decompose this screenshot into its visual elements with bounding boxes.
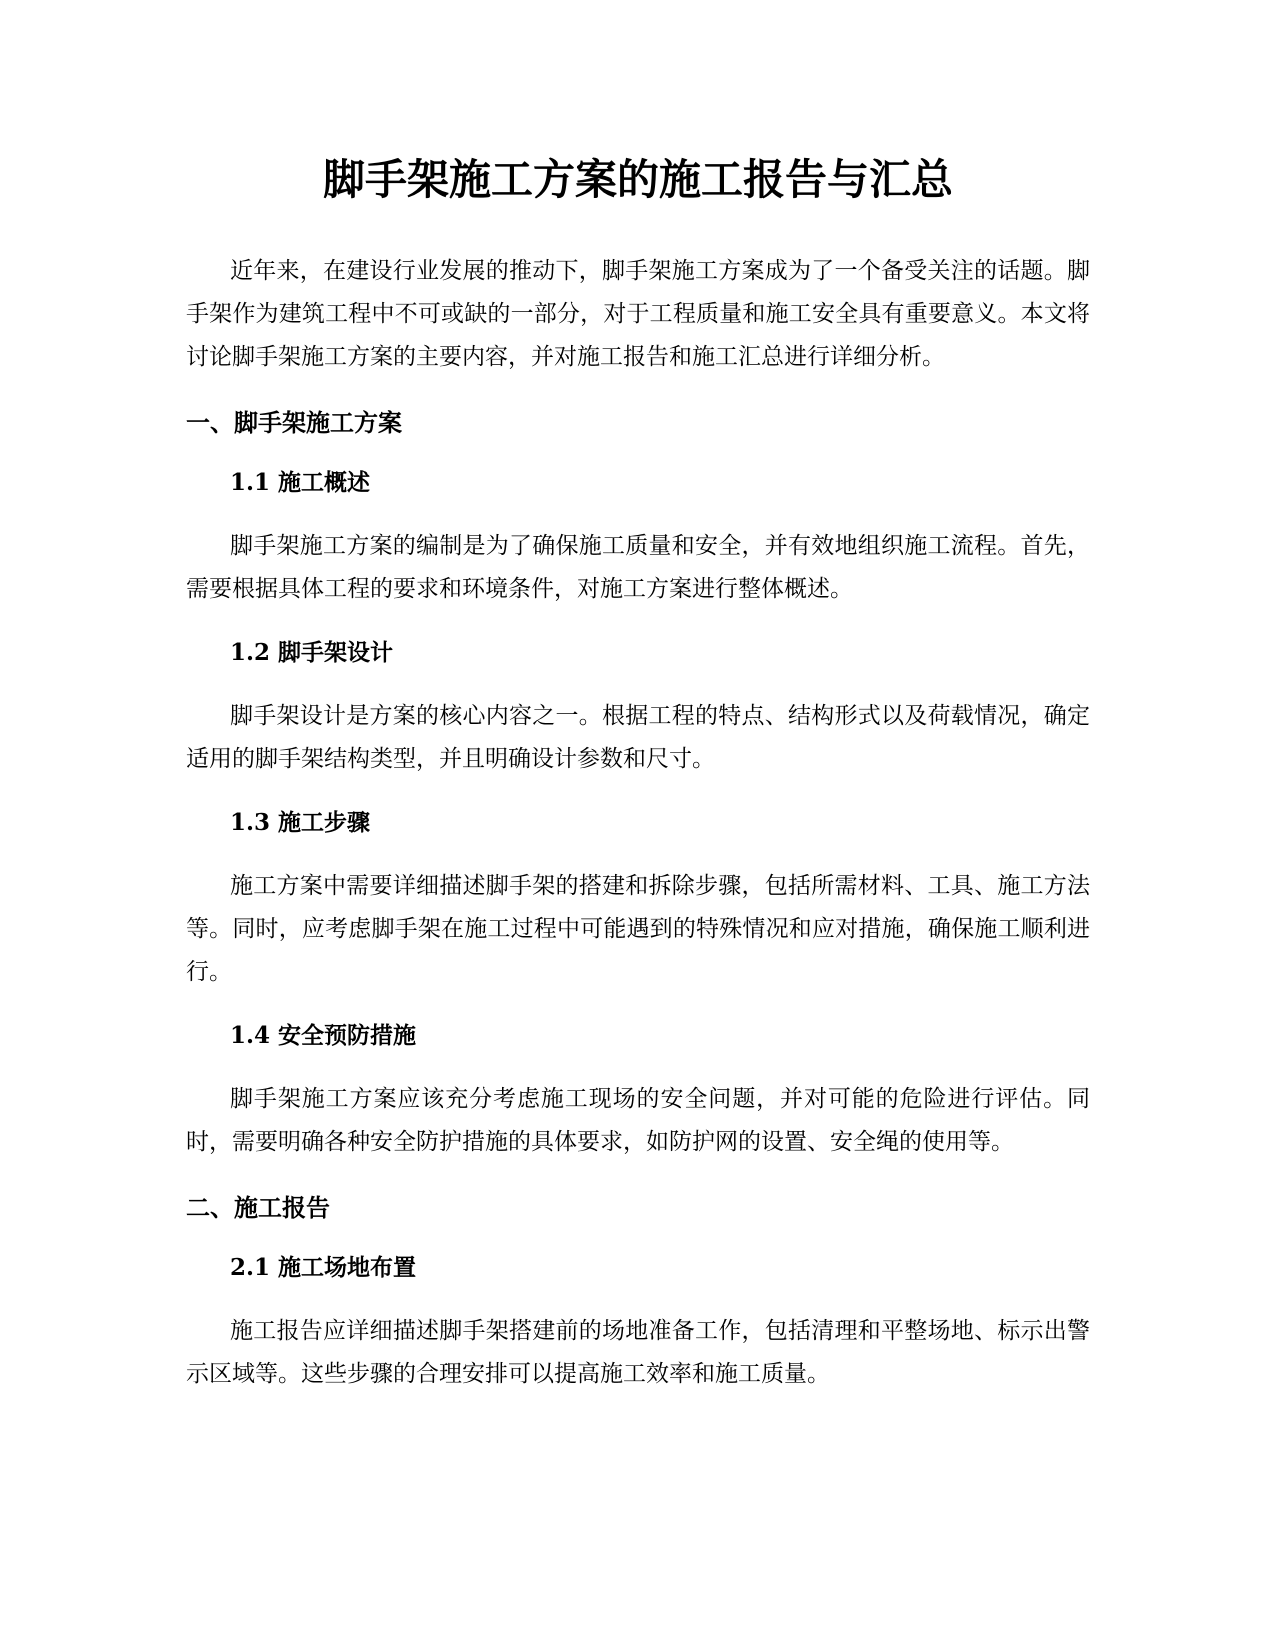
section-1-4-paragraph: 脚手架施工方案应该充分考虑施工现场的安全问题，并对可能的危险进行评估。同时，需要明确各种安全防护措施的具体要求，如防护网的设置、安全绳的使用等。 bbox=[186, 1086, 1090, 1155]
intro-paragraph: 近年来，在建设行业发展的推动下，脚手架施工方案成为了一个备受关注的话题。脚手架作为建筑工程中不可或缺的一部分，对于工程质量和施工安全具有重要意义。本文将讨论脚手架施工方案的主要内容，并对施工报告和施工汇总进行详细分析。 bbox=[186, 258, 1090, 370]
section-1-4-heading: 1.4 安全预防措施 bbox=[230, 1022, 417, 1049]
section-2-heading: 二、施工报告 bbox=[186, 1194, 330, 1222]
section-1-3-paragraph: 施工方案中需要详细描述脚手架的搭建和拆除步骤，包括所需材料、工具、施工方法等。同时，应考虑脚手架在施工过程中可能遇到的特殊情况和应对措施，确保施工顺利进行。 bbox=[186, 873, 1090, 985]
section-1-heading: 一、脚手架施工方案 bbox=[186, 409, 402, 437]
section-1-2-heading: 1.2 脚手架设计 bbox=[230, 639, 394, 666]
section-1-3-heading: 1.3 施工步骤 bbox=[230, 809, 371, 836]
section-1-1-heading: 1.1 施工概述 bbox=[230, 469, 371, 496]
section-1-1-paragraph: 脚手架施工方案的编制是为了确保施工质量和安全，并有效地组织施工流程。首先，需要根据具体工程的要求和环境条件，对施工方案进行整体概述。 bbox=[186, 533, 1090, 602]
section-2-1-paragraph: 施工报告应详细描述脚手架搭建前的场地准备工作，包括清理和平整场地、标示出警示区域等。这些步骤的合理安排可以提高施工效率和施工质量。 bbox=[186, 1318, 1090, 1387]
document-title: 脚手架施工方案的施工报告与汇总 bbox=[322, 155, 953, 204]
section-2-1-heading: 2.1 施工场地布置 bbox=[230, 1254, 417, 1281]
section-1-2-paragraph: 脚手架设计是方案的核心内容之一。根据工程的特点、结构形式以及荷载情况，确定适用的脚手架结构类型，并且明确设计参数和尺寸。 bbox=[186, 703, 1090, 772]
document-page bbox=[186, 150, 1090, 1396]
